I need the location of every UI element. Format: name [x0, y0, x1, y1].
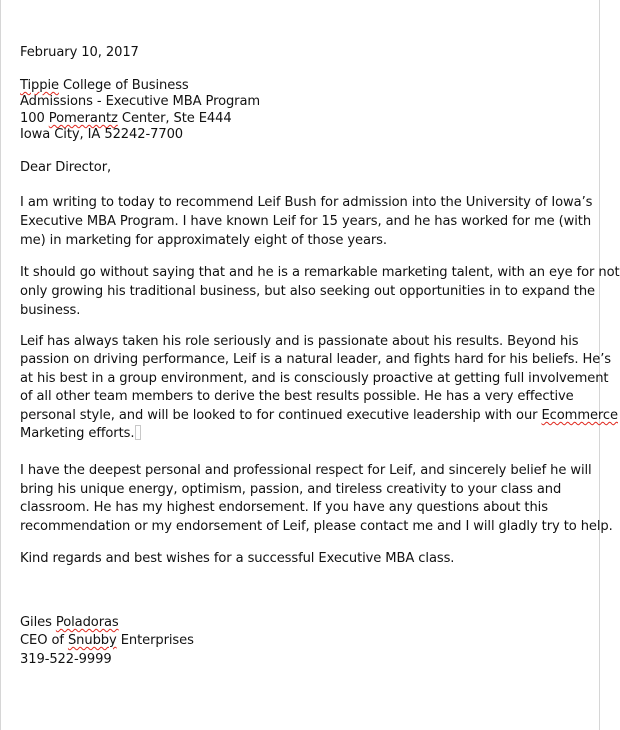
- recipient-line-2: Admissions - Executive MBA Program: [20, 94, 261, 109]
- paragraph-3-line-3: at his best in a group environment, and is consciously proactive at getting full involvement: [20, 371, 609, 386]
- paragraph-3-line-2: passion on driving performance, Leif is a natural leader, and fights hard for his beliefs. He’s: [20, 352, 611, 367]
- paragraph-1-line-1: I am writing to today to recommend Leif Bush for admission into the University of Iowa’s: [20, 195, 593, 210]
- recipient-line-3-suffix: Center, Ste E444: [117, 111, 232, 126]
- recipient-street-word: Pomerantz: [48, 111, 118, 126]
- paragraph-4-line-4: recommendation or my endorsement of Leif, please contact me and I will gladly try to help.: [20, 519, 613, 534]
- paragraph-4-line-1: I have the deepest personal and professional respect for Leif, and sincerely belief he will: [20, 463, 592, 478]
- text-cursor[interactable]: [135, 425, 141, 440]
- paragraph-3-line-1: Leif has always taken his role seriously and is passionate about his results. Beyond his: [20, 334, 579, 349]
- signature-company-word: Snubby: [67, 633, 117, 648]
- letter-date: February 10, 2017: [20, 45, 139, 60]
- signature-phone: 319-522-9999: [20, 652, 112, 667]
- recipient-line-1-suffix: College of Business: [58, 78, 189, 93]
- signature-last-name: Poladoras: [55, 615, 119, 630]
- ecommerce-word: Ecommerce: [541, 408, 618, 423]
- paragraph-3-line-5: [20, 407, 618, 425]
- signature-first-name: Giles: [20, 615, 52, 630]
- salutation: Dear Director,: [20, 160, 112, 175]
- paragraph-3-line-5-prefix: personal style, and will be looked to for continued executive leadership with our: [20, 408, 542, 423]
- paragraph-1-line-3: me) in marketing for approximately eight of those years.: [20, 233, 387, 248]
- paragraph-1-line-2: Executive MBA Program. I have known Leif for 15 years, and he has worked for me (with: [20, 214, 592, 229]
- signature-name: [20, 614, 119, 632]
- paragraph-2-line-3: business.: [20, 303, 81, 318]
- paragraph-2-line-2: only growing his traditional business, but also seeking out opportunities in to expand the: [20, 284, 595, 299]
- paragraph-3-line-6: [20, 425, 141, 443]
- recipient-line-4: Iowa City, IA 52242-7700: [20, 127, 184, 142]
- paragraph-2-line-1: It should go without saying that and he is a remarkable marketing talent, with an eye for not: [20, 265, 620, 280]
- signature-title-prefix: CEO of: [20, 633, 68, 648]
- paragraph-4-line-3: classroom. He has my highest endorsement. If you have any questions about this: [20, 500, 548, 515]
- closing-paragraph: Kind regards and best wishes for a successful Executive MBA class.: [20, 551, 455, 566]
- signature-title-suffix: Enterprises: [116, 633, 194, 648]
- paragraph-3-line-6-text: Marketing efforts.: [20, 426, 135, 441]
- paragraph-3-line-4: of all other team members to derive the best results possible. He has a very effective: [20, 389, 574, 404]
- recipient-line-3-prefix: 100: [20, 111, 49, 126]
- recipient-org-word: Tippie: [20, 78, 59, 93]
- paragraph-4-line-2: bring his unique energy, optimism, passion, and tireless creativity to your class and: [20, 482, 562, 497]
- signature-title: [20, 632, 194, 650]
